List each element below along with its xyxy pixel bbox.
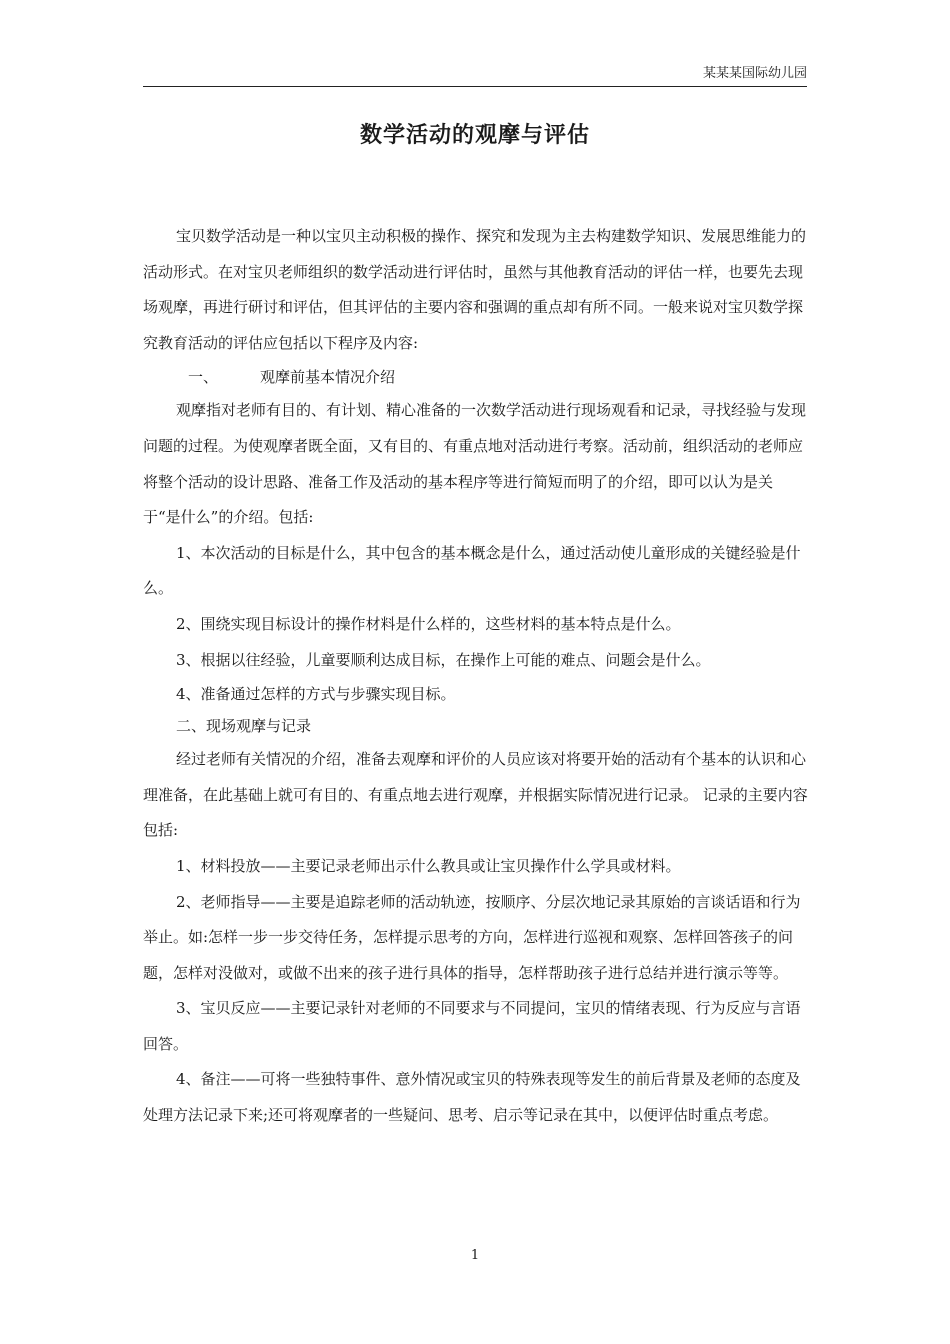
document-title: 数学活动的观摩与评估	[359, 122, 590, 148]
record-item-4: 4、备注——可将一些独特事件、意外情况或宝贝的特殊表现等发生的前后背景及老师的态度及处理方法记录下来;还可将观摩者的一些疑问、思考、启示等记录在其中，以便评估时重点考虑。	[143, 1070, 801, 1125]
page-header	[143, 64, 807, 87]
intro-item-2: 2、围绕实现目标设计的操作材料是什么样的，这些材料的基本特点是什么。	[176, 614, 681, 633]
page-number: 1	[470, 1248, 480, 1263]
section-1-heading	[143, 361, 809, 393]
section-2-body: 经过老师有关情况的介绍，准备去观摩和评价的人员应该对将要开始的活动有个基本的认识和心理准备，在此基础上就可有目的、有重点地去进行观摩，并根据实际情况进行记录。 记录的主要内容包括:	[143, 750, 808, 840]
record-item-2: 2、老师指导——主要是追踪老师的活动轨迹，按顺序、分层次地记录其原始的言谈话语和行为举止。如:怎样一步一步交待任务，怎样提示思考的方向，怎样进行巡视和观察、怎样回答孩子的问题，怎样对没做对，或做不出来的孩子进行具体的指导，怎样帮助孩子进行总结并进行演示等等。	[143, 892, 801, 982]
intro-item-1: 1、本次活动的目标是什么，其中包含的基本概念是什么，通过活动使儿童形成的关键经验是什么。	[143, 543, 801, 598]
section-1-title: 观摩前基本情况介绍	[260, 368, 396, 387]
document-body	[143, 219, 809, 1134]
record-item-3: 3、宝贝反应——主要记录针对老师的不同要求与不同提问，宝贝的情绪表现、行为反应与言语回答。	[143, 999, 801, 1053]
intro-item-3: 3、根据以往经验，儿童要顺利达成目标，在操作上可能的难点、问题会是什么。	[176, 650, 711, 669]
header-org-name: 某某某国际幼儿园	[702, 66, 807, 81]
section-2-heading: 二、现场观摩与记录	[176, 717, 312, 736]
section-1-body: 观摩指对老师有目的、有计划、精心准备的一次数学活动进行现场观看和记录，寻找经验与发现问题的过程。为使观摩者既全面，又有目的、有重点地对活动进行考察。活动前，组织活动的老师应将整个活动的设计思路、准备工作及活动的基本程序等进行简短而明了的介绍，即可以认为是关于“是什么”的介绍。包括:	[143, 401, 807, 527]
section-1-number: 一、	[188, 368, 219, 387]
intro-paragraph: 宝贝数学活动是一种以宝贝主动积极的操作、探究和发现为主去构建数学知识、发展思维能力的活动形式。在对宝贝老师组织的数学活动进行评估时，虽然与其他教育活动的评估一样，也要先去现场观摩，再进行研讨和评估，但其评估的主要内容和强调的重点却有所不同。一般来说对宝贝数学探究教育活动的评估应包括以下程序及内容:	[143, 227, 807, 352]
intro-item-4: 4、准备通过怎样的方式与步骤实现目标。	[176, 685, 456, 704]
record-item-1: 1、材料投放——主要记录老师出示什么教具或让宝贝操作什么学具或材料。	[176, 856, 681, 875]
